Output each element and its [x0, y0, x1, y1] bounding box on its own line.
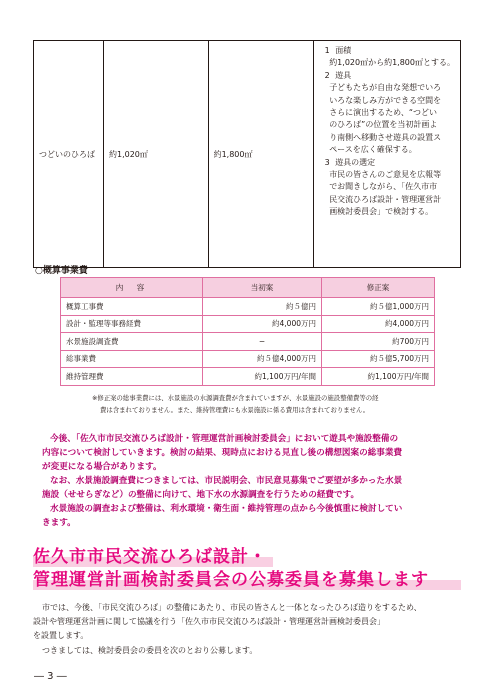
row-original: 約５億4,000万円 — [203, 350, 322, 368]
header-content: 内 容 — [61, 278, 203, 298]
detail-number: 3 — [324, 157, 330, 167]
detail-number: 1 — [324, 46, 330, 55]
header-revised: 修正案 — [322, 278, 435, 298]
table-row — [61, 298, 435, 316]
detail-text: り南側へ移動させ遊具の設置ス — [329, 132, 442, 142]
body-line: つきましては、検討委員会の委員を次のとおり公募します。 — [42, 646, 258, 655]
detail-line — [319, 206, 455, 218]
recruit-title-line2: 管理運営計画検討委員会の公募委員を募集します — [33, 570, 429, 590]
detail-text: 約1,020㎡から約1,800㎡とする。 — [329, 58, 455, 68]
paragraph-line: きます。 — [42, 518, 76, 528]
row-revised: 約1,100万円/年間 — [322, 368, 435, 386]
header-original: 当初案 — [203, 278, 322, 298]
detail-line — [319, 82, 455, 94]
detail-line — [319, 132, 455, 144]
row-label: 概算工事費 — [61, 298, 203, 316]
budget-note-line: ※修正案の総事業費には、水景施設の水源調査費が含まれていますが、水景施設の施設整備費等の経 — [92, 394, 379, 402]
detail-text: のひろば”の位置を当初計画よ — [329, 120, 438, 130]
detail-text: さらに演出するため、“つどい — [329, 108, 438, 118]
recruit-title-line1: 佐久市市民交流ひろば設計・ — [33, 547, 267, 567]
detail-line — [319, 194, 455, 206]
row-original: 約1,100万円/年間 — [203, 368, 322, 386]
body-line: を設置します。 — [33, 631, 89, 640]
plaza-table — [33, 40, 461, 268]
detail-text: 子どもたちが自由な発想でいろ — [329, 83, 442, 93]
detail-text: ペースを広く確保する。 — [329, 145, 417, 155]
budget-header-row — [61, 278, 435, 298]
paragraph-line: 内容について検討していきます。検討の結果、現時点における見直し後の構想図案の総事業費 — [42, 448, 403, 458]
paragraph-line: 水景施設の調査および整備は、利水環境・衛生面・維持管理の点から今後慎重に検討してい — [50, 504, 403, 514]
row-revised: 約５億5,700万円 — [322, 350, 435, 368]
row-label: 維持管理費 — [61, 368, 203, 386]
body-line: 市では、今後、「市民交流ひろば」の整備にあたり、市民の皆さんと一体となったひろば造りをするため、 — [42, 603, 422, 612]
detail-text: 民交流ひろば設計・管理運営計 — [329, 194, 442, 204]
detail-text: 画検討委員会」で検討する。 — [329, 207, 434, 217]
plaza-name: つどいのひろば — [34, 41, 104, 268]
budget-note-line: 費は含まれておりません。また、維持管理費にも水景施設に係る費用は含まれておりません。 — [100, 406, 370, 414]
page-number: ― 3 ― — [34, 671, 67, 682]
row-original: 約4,000万円 — [203, 315, 322, 333]
detail-line — [319, 45, 455, 57]
detail-line — [319, 70, 455, 82]
detail-number: 2 — [324, 70, 330, 80]
row-original: 約５億円 — [203, 298, 322, 316]
table-row — [34, 41, 461, 268]
row-label: 水景施設調査費 — [61, 333, 203, 351]
table-row — [61, 333, 435, 351]
row-original: − — [203, 333, 322, 351]
detail-line — [319, 181, 455, 193]
detail-text: 遊具 — [335, 70, 352, 80]
detail-text: いろな楽しみ方ができる空間を — [329, 95, 442, 105]
row-revised: 約700万円 — [322, 333, 435, 351]
budget-table — [60, 277, 435, 386]
table-row — [61, 350, 435, 368]
detail-line — [319, 157, 455, 169]
row-revised: 約５億1,000万円 — [322, 298, 435, 316]
before-area: 約1,020㎡ — [103, 41, 208, 268]
detail-line — [319, 57, 455, 69]
detail-text: 面積 — [335, 46, 352, 55]
table-row — [61, 368, 435, 386]
row-revised: 約4,000万円 — [322, 315, 435, 333]
detail-line — [319, 144, 455, 156]
detail-line — [319, 107, 455, 119]
paragraph-line: なお、水景施設調査費につきましては、市民説明会、市民意見募集でご要望が多かった水景 — [50, 476, 403, 486]
plaza-details — [314, 41, 461, 268]
detail-line — [319, 119, 455, 131]
detail-line — [319, 95, 455, 107]
after-area: 約1,800㎡ — [208, 41, 314, 268]
row-label: 総事業費 — [61, 350, 203, 368]
detail-text: 市民の皆さんのご意見を広報等 — [329, 170, 442, 180]
paragraph-line: 今後、「佐久市市民交流ひろば設計・管理運営計画検討委員会」において遊具や施設整備の — [50, 434, 399, 444]
detail-text: でお聞きしながら、「佐久市市 — [329, 182, 438, 192]
row-label: 設計・監理等事務経費 — [61, 315, 203, 333]
budget-section-title: ○概算事業費 — [35, 266, 88, 276]
table-row — [61, 315, 435, 333]
detail-text: 遊具の選定 — [335, 157, 376, 167]
body-line: 設計や管理運営計画に関して協議を行う「佐久市市民交流ひろば設計・管理運営計画検討委員会」 — [33, 617, 385, 626]
paragraph-line: が変更になる場合があります。 — [42, 462, 162, 472]
detail-line — [319, 169, 455, 181]
paragraph-line: 施設（せせらぎなど）の整備に向けて、地下水の水源調査を行うための経費です。 — [42, 490, 360, 500]
